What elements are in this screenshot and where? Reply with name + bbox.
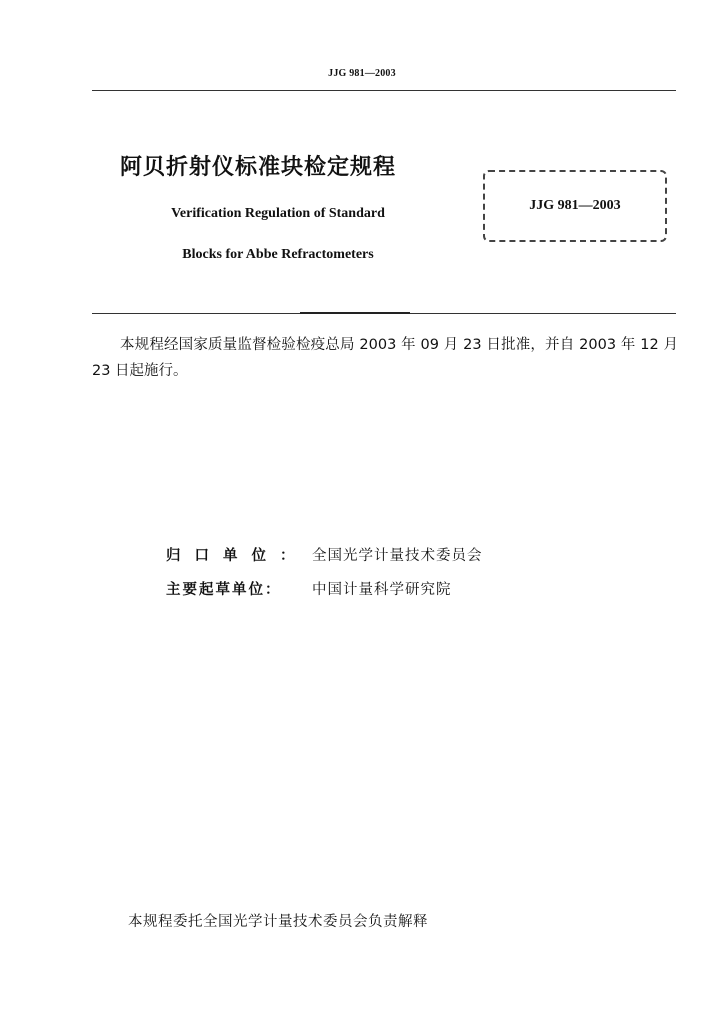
standard-code-box: [483, 170, 667, 242]
interpretation-note: 本规程委托全国光学计量技术委员会负责解释: [128, 914, 428, 930]
standard-code-box-text: JJG 981—2003: [529, 198, 621, 213]
drafting-unit-value: 中国计量科学研究院: [312, 582, 452, 598]
drafting-unit-label: 主要起草单位：: [166, 582, 282, 598]
document-title-english-line-2: Blocks for Abbe Refractometers: [182, 247, 374, 262]
responsible-unit-label: 归口单位：: [166, 548, 309, 564]
document-title-english-line-1: Verification Regulation of Standard: [171, 206, 385, 221]
section-rule-accent: [300, 312, 410, 314]
responsible-unit-value: 全国光学计量技术委员会: [312, 548, 483, 564]
document-title-chinese: 阿贝折射仪标准块检定规程: [120, 155, 397, 180]
approval-statement: 本规程经国家质量监督检验检疫总局 2003 年 09 月 23 日批准，并自 2003 年 12 月 23 日起施行。: [92, 337, 678, 379]
header-rule: [92, 90, 676, 91]
header-standard-code: JJG 981—2003: [328, 68, 396, 79]
